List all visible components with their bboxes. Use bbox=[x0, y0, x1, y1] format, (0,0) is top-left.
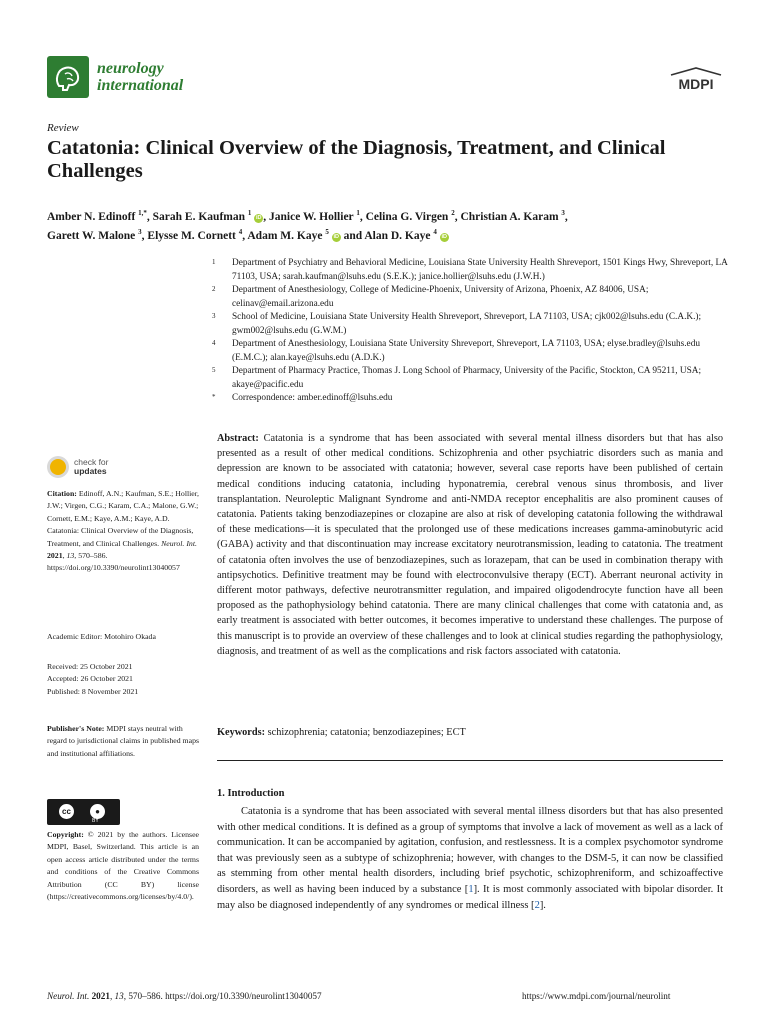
author-list bbox=[47, 206, 727, 245]
academic-editor: Academic Editor: Motohiro Okada bbox=[47, 632, 156, 641]
keywords-label: Keywords: bbox=[217, 727, 266, 738]
orcid-icon[interactable]: iD bbox=[441, 234, 447, 241]
svg-text:MDPI: MDPI bbox=[678, 76, 714, 92]
correspondence: * Correspondence: amber.edinoff@lsuhs.edu bbox=[212, 393, 393, 403]
affiliation: 2 Department of Anesthesiology, College of Medicine-Phoenix, University of Arizona, Phoenix, AZ 84006, USA; celinav@email.arizona.edu bbox=[212, 285, 649, 309]
author-line-1: Amber N. Edinoff $^{1,*}$, Sarah E. Kaufman $^1$ iD , Janice W. Hollier $^1$, Celina G. Virgen $^2$, Christian A. Karam $^3$, bbox=[47, 209, 568, 223]
reference-link[interactable]: 1 bbox=[468, 883, 474, 895]
affiliation: 5 Department of Pharmacy Practice, Thomas J. Long School of Pharmacy, University of the Pacific, Stockton, CA 95211, USA; akaye@pacific.edu bbox=[212, 366, 702, 390]
publisher-note: Publisher's Note: MDPI stays neutral with regard to jurisdictional claims in published maps and institutional affiliations. bbox=[47, 724, 200, 758]
journal-name: neurology international bbox=[97, 60, 184, 94]
abstract bbox=[217, 431, 723, 659]
affiliation: 1 Department of Psychiatry and Behavioral Medicine, Louisiana State University Health Shreveport, 1501 Kings Hwy, Shreveport, LA 71103, USA; sarah.kaufman@lsuhs.edu (S.E.K.); janice.hollier@lsuhs.edu (J.W.H.) bbox=[212, 258, 728, 282]
citation: Citation: Edinoff, A.N.; Kaufman, S.E.; Hollier, J.W.; Virgen, C.G.; Karam, C.A.; Malone, G.W.; Cornett, E.M.; Kaye, A.M.; Kaye, A.D. Catatonia: Clinical Overview of the Diagnosis, Treatment, and Clinical Challenges. Neurol. Int. 2021, 13, 570–586. https://doi.org/10.3390/neurolint13040057 bbox=[47, 489, 200, 573]
keywords-text: schizophrenia; catatonia; benzodiazepines; ECT bbox=[267, 727, 466, 738]
journal-logo bbox=[47, 56, 183, 98]
introduction-text: Catatonia is a syndrome that has been associated with several mental illness disorders but that has also presented with other medical conditions. It is defined as a group of symptoms that involve a lack of movement as well as a lack of communication. It can be accompanied by agitation, confusion, and restlessness. It is a complex psychomotor syndrome that was previously seen as a subtype of schizophrenia; however, with changes to the DSM-5, it can now be classified as stemming from other mental health disorders, including brief psychotic, schizophreniform, and schizoaffective disorders, as well as having been induced by a substance [1]. It is most commonly associated with bipolar disorder. It may also be diagnosed independently of any syndromes or medical illness [2]. bbox=[217, 806, 724, 911]
reference-link[interactable]: 2 bbox=[534, 899, 540, 911]
article-type: Review bbox=[47, 122, 79, 134]
check-updates-icon bbox=[47, 456, 69, 478]
affiliations bbox=[212, 257, 732, 406]
affiliation: 4 Department of Anesthesiology, Louisiana State University Shreveport, Shreveport, LA 71103, USA; elyse.bradley@lsuhs.edu (E.M.C.); alan.kaye@lsuhs.edu (A.D.K.) bbox=[212, 339, 700, 363]
check-for-updates-button[interactable]: check for updates bbox=[47, 456, 109, 478]
orcid-icon[interactable]: iD bbox=[333, 234, 339, 241]
copyright: Copyright: © 2021 by the authors. Licensee MDPI, Basel, Switzerland. This article is an open access article distributed under the terms and conditions of the Creative Commons Attribution (CC BY) license (https://creativecommons.org/licenses/by/4.0/). bbox=[47, 830, 199, 902]
author-line-2: Garett W. Malone $^3$, Elysse M. Cornett $^4$, Adam M. Kaye $^5$ iD and Alan D. Kaye $^4$ iD bbox=[47, 228, 447, 243]
article-title: Catatonia: Clinical Overview of the Diagnosis, Treatment, and Clinical Challenges bbox=[47, 137, 666, 182]
abstract-text: Catatonia is a syndrome that has been associated with several mental illness disorders but that has also presented as a result of other medical conditions. Schizophrenia and other psychiatric disorders such as mania and depression are known to be associated with catatonia; however, several case reports have been published of certain medical conditions inducing catatonia, including hyponatremia, cerebral venous sinus thrombosis, and liver transplantation. Neuroleptic Malignant Syndrome and anti-NMDA receptor encephalitis are also prominent causes of catatonia. Patients taking benzodiazepines or clozapine are also at risk of developing catatonia following the withdrawal of these medications—it is speculated that the prolonged use of these medications increases gamma-aminobutyric acid (GABA) activity and that discontinuation may increase excitatory neurotransmission, leading to catatonia. The treatment of catatonia often involves the use of benzodiazepines, such as lorazepam, that can be used in combination therapy with antipsychotics. Definitive treatment may be found with electroconvulsive therapy (ECT). Aberrant neuronal activity in different motor pathways, defective neurotransmitter regulation, and impaired oligodendrocyte function have all been proposed as the pathophysiology behind catatonia. There are many clinical challenges that come with catatonia and, as early treatment is associated with better outcomes, it becomes imperative to understand these challenges. The purpose of this manuscript is to provide an overview of these challenges and to look at clinical studies regarding the pathophysiology, diagnosis, and treatment of as well as the complications and risk factors associated with catatonia. bbox=[217, 433, 723, 657]
affiliation: 3 School of Medicine, Louisiana State University Health Shreveport, Shreveport, LA 71103, USA; cjk002@lsuhs.edu (C.A.K.); gwm002@lsuhs.edu (G.W.M.) bbox=[212, 312, 702, 336]
abstract-label: Abstract: bbox=[217, 433, 259, 444]
cc-by-license-badge[interactable]: cc ● BY bbox=[47, 799, 120, 825]
footer-citation: Neurol. Int. 2021, 13, 570–586. https://doi.org/10.3390/neurolint13040057 bbox=[47, 991, 322, 1001]
cc-icon: cc bbox=[57, 802, 76, 821]
section-divider bbox=[217, 760, 723, 761]
publication-dates: Received: 25 October 2021 Accepted: 26 October 2021 Published: 8 November 2021 bbox=[47, 662, 139, 696]
keywords bbox=[217, 727, 723, 738]
section-heading: 1. Introduction bbox=[217, 788, 285, 799]
brain-icon bbox=[47, 56, 89, 98]
journal-url-link[interactable]: https://www.mdpi.com/journal/neurolint bbox=[522, 991, 671, 1001]
mdpi-logo bbox=[668, 66, 724, 94]
orcid-icon[interactable]: iD bbox=[256, 214, 262, 221]
by-person-icon: ● bbox=[88, 802, 107, 821]
